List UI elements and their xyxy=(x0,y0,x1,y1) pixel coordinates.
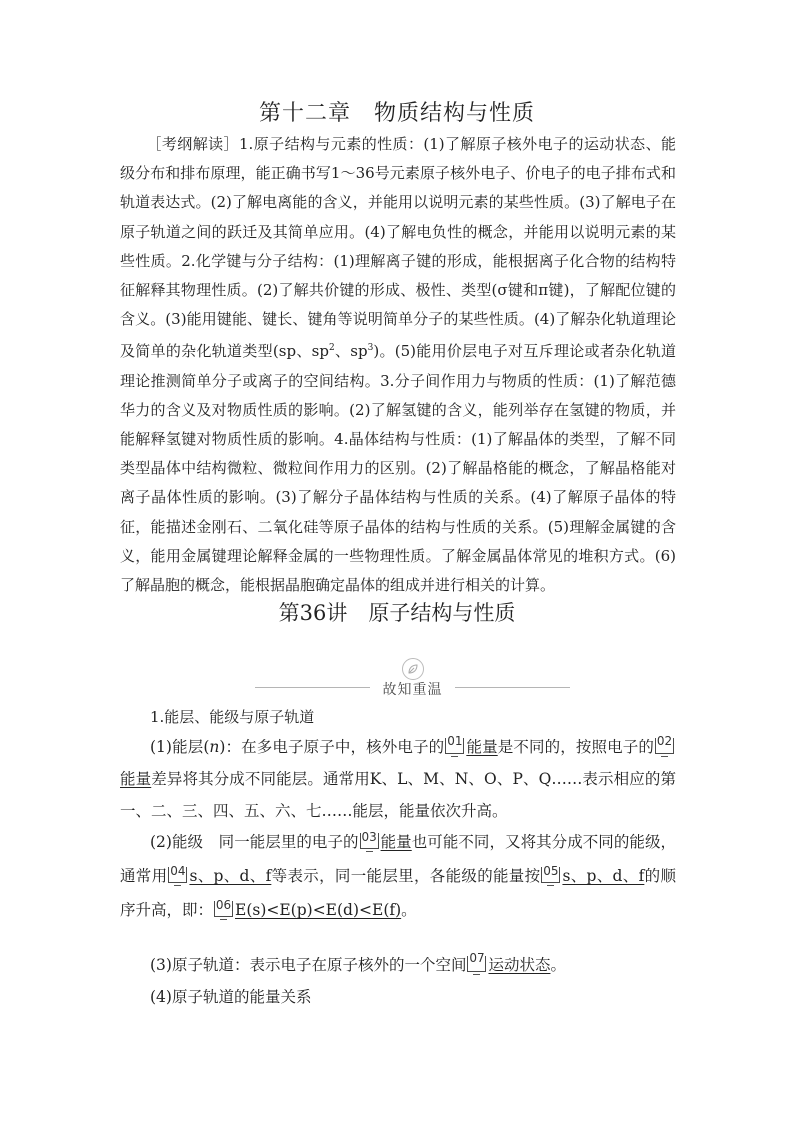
blank-marker-07 xyxy=(467,951,486,972)
paragraph-orbital-energy xyxy=(120,982,676,1012)
blank-marker-01 xyxy=(445,734,464,754)
marker-number: 07 xyxy=(469,951,485,965)
answer-01: 能量 xyxy=(466,738,498,756)
text: (4)原子轨道的能量关系 xyxy=(150,988,312,1006)
text: 差异将其分成不同能层。通常用K、L、M、N、O、P、Q……表示相应的第一、二、三、四、五、六、七……能层，能量依次升高。 xyxy=(120,770,676,820)
divider-line-right xyxy=(455,687,570,688)
lecture-title: 第36讲 原子结构与性质 xyxy=(278,601,516,625)
syllabus-paragraph xyxy=(120,130,676,600)
paragraph-energy-level xyxy=(120,825,676,927)
section-banner-label: 故知重温 xyxy=(382,682,443,698)
marker-number: 02 xyxy=(656,734,673,748)
syllabus-text-1: 1.原子结构与元素的性质：(1)了解原子核外电子的运动状态、能级分布和排布原理，能正确书写1～36号元素原子核外电子、价电子的电子排布式和轨道表达式。(2)了解电离能的含义，并能用以说明元素的某些性质。(3)了解电子在原子轨道之间的跃迁及其简单应用。(4)了解电负性的概念，并能用以说明元素的某些性质。2.化学键与分子结构：(1)理解离子键的形成，能根据离子化合物的结构特征解释其物理性质。(2)了解共价键的形成、极性、类型(σ键和π键)，了解配位键的含义。(3)能用键能、键长、键角等说明简单分子的某些性质。(4)了解杂化轨道理论及简单的杂化轨道类型(sp、sp xyxy=(120,135,676,361)
chapter-title: 第十二章 物质结构与性质 xyxy=(258,101,535,126)
text: )：在多电子原子中，核外电子的 xyxy=(219,738,445,756)
paragraph-atomic-orbital xyxy=(120,950,676,980)
syllabus-tag: ［考纲解读］ xyxy=(146,135,239,153)
syllabus-text-2: 、sp xyxy=(334,342,368,361)
text: 等表示，同一能层里，各能级的能量按 xyxy=(271,867,541,885)
marker-number: 04 xyxy=(170,864,186,878)
marker-number: 01 xyxy=(447,734,463,748)
syllabus-text-3: )。(5)能用价层电子对互斥理论或者杂化轨道理论推测简单分子或离子的空间结构。3.分子间作用力与物质的性质：(1)了解范德华力的含义及对物质性质的影响。(2)了解氢键的含义，能列举存在氢键的物质，并能解释氢键对物质性质的影响。4.晶体结构与性质：(1)了解晶体的类型，了解不同类型晶体中结构微粒、微粒间作用力的区别。(2)了解晶格能的概念，了解晶格能对离子晶体性质的影响。(3)了解分子晶体结构与性质的关系。(4)了解原子晶体的特征，能描述金刚石、二氧化硅等原子晶体的结构与性质的关系。(5)理解金属键的含义，能用金属键理论解释金属的一些物理性质。了解金属晶体常见的堆积方式。(6)了解晶胞的概念，能根据晶胞确定晶体的组成并进行相关的计算。 xyxy=(120,342,676,595)
text: 是不同的，按照电子的 xyxy=(497,738,654,756)
answer-06: E(s)<E(p)<E(d)<E(f) xyxy=(235,901,402,919)
text: (3)原子轨道：表示电子在原子核外的一个空间 xyxy=(150,956,467,974)
answer-04: s、p、d、f xyxy=(189,867,272,885)
answer-07: 运动状态 xyxy=(488,956,551,974)
text: 。 xyxy=(550,956,566,974)
text: 也可能不同，又将其分成不同的能级，通常用 xyxy=(120,833,676,885)
blank-marker-03 xyxy=(360,830,379,849)
superscript-2: 2 xyxy=(328,343,335,354)
section-heading: 1.能层、能级与原子轨道 xyxy=(150,708,315,726)
blank-marker-02 xyxy=(655,734,674,754)
text: (2)能级 同一能层里的电子的 xyxy=(150,833,359,851)
italic-n: n xyxy=(209,738,220,756)
marker-number: 05 xyxy=(543,864,559,878)
blank-marker-06 xyxy=(214,898,233,917)
section-divider xyxy=(255,658,570,698)
text: 。 xyxy=(401,901,417,919)
superscript-3: 3 xyxy=(367,343,374,354)
text: (1)能层( xyxy=(150,738,210,756)
blank-marker-04 xyxy=(168,864,187,883)
leaf-icon xyxy=(402,658,424,680)
paragraph-energy-shell xyxy=(120,731,676,827)
text: 的顺序升高，即： xyxy=(120,867,676,919)
answer-02: 能量 xyxy=(120,770,152,788)
marker-number: 06 xyxy=(215,898,232,912)
marker-number: 03 xyxy=(361,830,377,844)
answer-03: 能量 xyxy=(380,833,412,851)
blank-marker-05 xyxy=(541,864,560,883)
answer-05: s、p、d、f xyxy=(562,867,645,885)
